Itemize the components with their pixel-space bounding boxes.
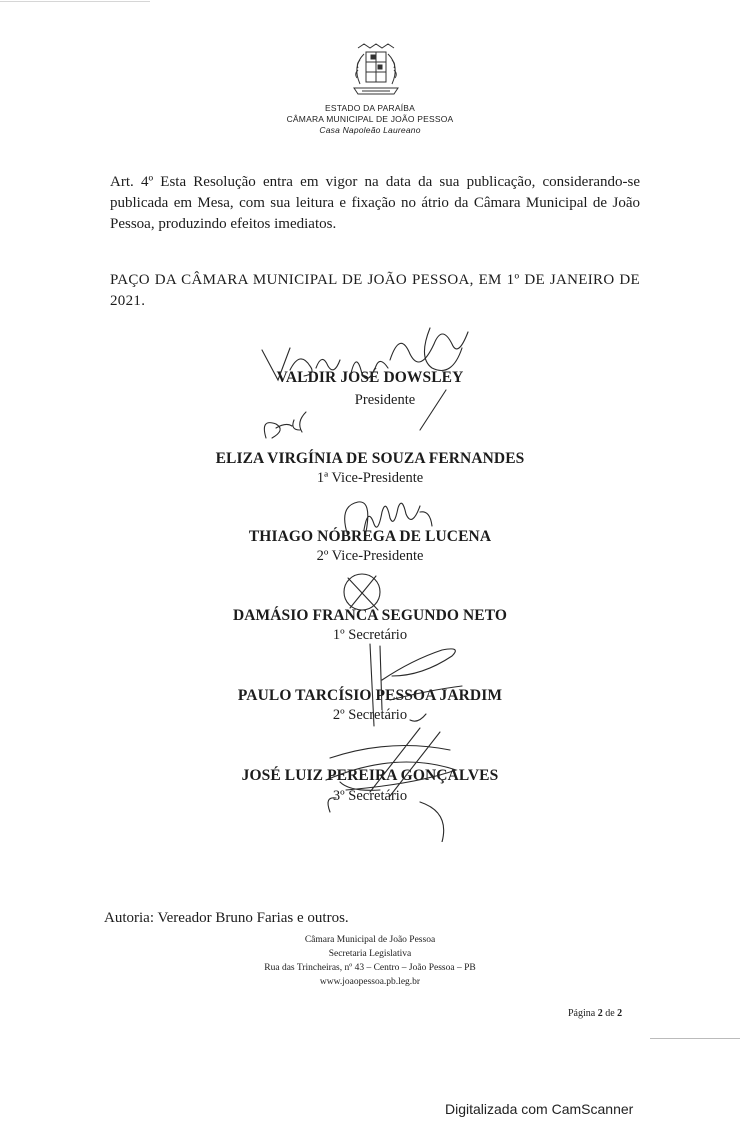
footer-institution: Câmara Municipal de João Pessoa	[304, 935, 436, 945]
signatory-name-2nd-secretary: PAULO TARCÍSIO PESSOA JARDIM	[237, 687, 503, 704]
signatory-role-2nd-vp: 2º Vice-Presidente	[316, 548, 424, 564]
header-state: ESTADO DA PARAÍBA	[325, 103, 415, 113]
signatory-name-1st-vp: ELIZA VIRGÍNIA DE SOUZA FERNANDES	[215, 450, 525, 467]
article-paragraph: Art. 4º Esta Resolução entra em vigor na data da sua publicação, considerando-se publicada em Mesa, com sua leitura e fixação no átrio da Câmara Municipal de João Pessoa, produzindo efeitos imediatos.	[110, 174, 640, 232]
signatory-role-president: Presidente	[354, 392, 416, 408]
signatory-name-president: VALDIR JOSÉ DOWSLEY	[276, 369, 464, 386]
coat-of-arms-icon	[340, 40, 412, 102]
signatory-name-3rd-secretary: JOSÉ LUIZ PEREIRA GONÇALVES	[241, 767, 499, 784]
header-institution: CÂMARA MUNICIPAL DE JOÃO PESSOA	[286, 114, 454, 124]
signatory-role-3rd-secretary: 3º Secretário	[332, 788, 408, 804]
signatory-role-1st-secretary: 1º Secretário	[332, 627, 408, 643]
signatory-role-1st-vp: 1ª Vice-Presidente	[316, 470, 424, 486]
footer-address: Rua das Trincheiras, nº 43 – Centro – João Pessoa – PB	[264, 963, 476, 973]
footer-department: Secretaria Legislativa	[328, 949, 412, 959]
footer-website: www.joaopessoa.pb.leg.br	[319, 977, 421, 987]
page-number: Página 2 de 2	[568, 1008, 623, 1019]
date-line: PAÇO DA CÂMARA MUNICIPAL DE JOÃO PESSOA, EM 1º DE JANEIRO DE 2021.	[110, 272, 640, 309]
header-house: Casa Napoleão Laureano	[319, 125, 421, 135]
scan-edge-top-left	[0, 1, 150, 2]
signatory-name-2nd-vp: THIAGO NÓBREGA DE LUCENA	[248, 528, 492, 545]
signatory-role-2nd-secretary: 2º Secretário	[332, 707, 408, 723]
scan-edge-bottom-right	[650, 1038, 740, 1039]
signatory-name-1st-secretary: DAMÁSIO FRANCA SEGUNDO NETO	[232, 607, 508, 624]
scanner-watermark: Digitalizada com CamScanner	[445, 1101, 634, 1117]
authorship: Autoria: Vereador Bruno Farias e outros.	[104, 910, 349, 926]
